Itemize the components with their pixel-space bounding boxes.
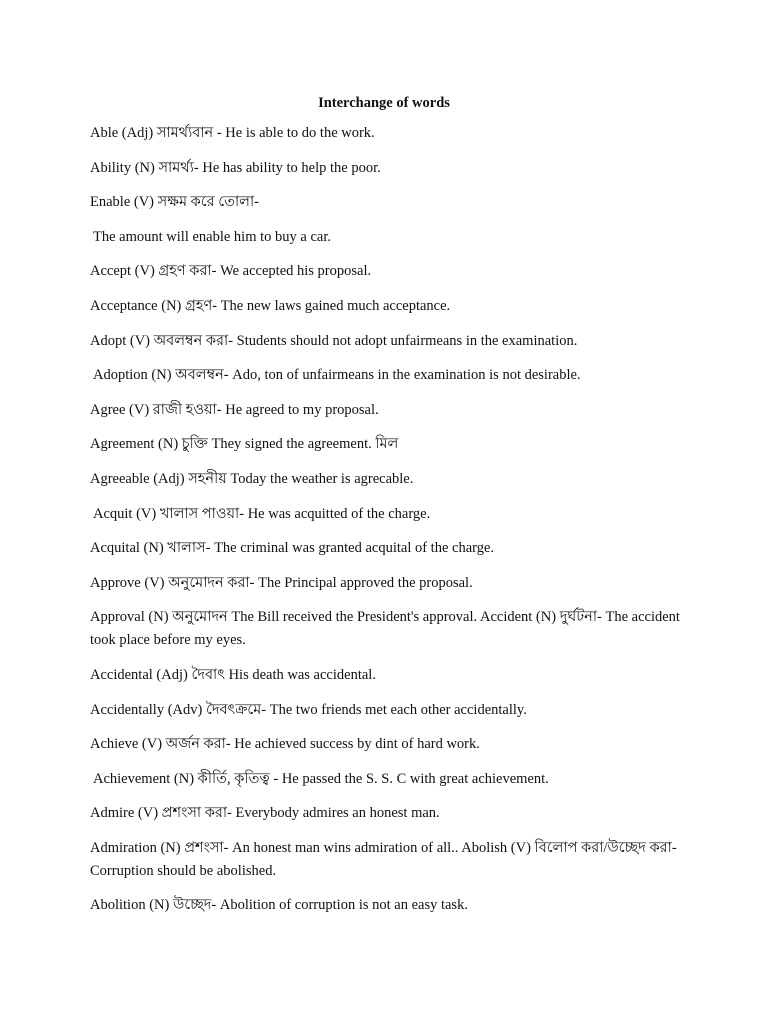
word-entry: Acquit (V) খালাস পাওয়া- He was acquitted of the charge. (93, 505, 431, 522)
word-entry: Agreeable (Adj) সহনীয় Today the weather is agrecable. (90, 470, 414, 487)
word-entry: Abolition (N) উচ্ছেদ- Abolition of corruption is not an easy task. (90, 897, 468, 914)
word-entry: Approval (N) অনুমোদন The Bill received the President's approval. Accident (N) দুর্ঘটনা- The accident took place before my eyes. (90, 609, 680, 649)
word-entry: Acceptance (N) গ্রহণ- The new laws gained much acceptance. (90, 297, 451, 314)
word-entry: Approve (V) অনুমোদন করা- The Principal approved the proposal. (90, 574, 473, 591)
word-entry: Acquital (N) খালাস- The criminal was granted acquital of the charge. (90, 540, 495, 557)
word-entry: Admire (V) প্রশংসা করা- Everybody admires an honest man. (90, 805, 440, 822)
document-title: Interchange of words (318, 95, 450, 111)
entry-list (90, 122, 680, 929)
word-entry: Agree (V) রাজী হওয়া- He agreed to my proposal. (90, 401, 379, 418)
word-entry: Agreement (N) চুক্তি They signed the agreement. মিল (90, 436, 399, 453)
word-entry: Accept (V) গ্রহণ করা- We accepted his proposal. (90, 263, 372, 280)
word-entry: Accidentally (Adv) দৈবৎক্রমে- The two friends met each other accidentally. (90, 701, 527, 718)
word-entry: Admiration (N) প্রশংসা- An honest man wins admiration of all.. Abolish (V) বিলোপ করা/উচ্ছেদ করা- Corruption should be abolished. (90, 839, 677, 879)
word-entry: Able (Adj) সামর্থ্যবান - He is able to do the work. (90, 125, 375, 141)
word-entry: Achieve (V) অর্জন করা- He achieved success by dint of hard work. (90, 736, 480, 753)
word-entry: Ability (N) সামর্থ্য- He has ability to help the poor. (90, 159, 381, 176)
word-entry: The amount will enable him to buy a car. (93, 228, 331, 245)
word-entry: Adopt (V) অবলম্বন করা- Students should not adopt unfairmeans in the examination. (90, 332, 578, 349)
word-entry: Enable (V) সক্ষম করে তোলা- (90, 194, 260, 211)
word-entry: Adoption (N) অবলম্বন- Ado, ton of unfairmeans in the examination is not desirable. (93, 367, 581, 384)
word-entry: Achievement (N) কীর্তি, কৃতিত্ব - He passed the S. S. C with great achievement. (93, 770, 549, 787)
word-entry: Accidental (Adj) দৈবাৎ His death was accidental. (90, 666, 376, 683)
